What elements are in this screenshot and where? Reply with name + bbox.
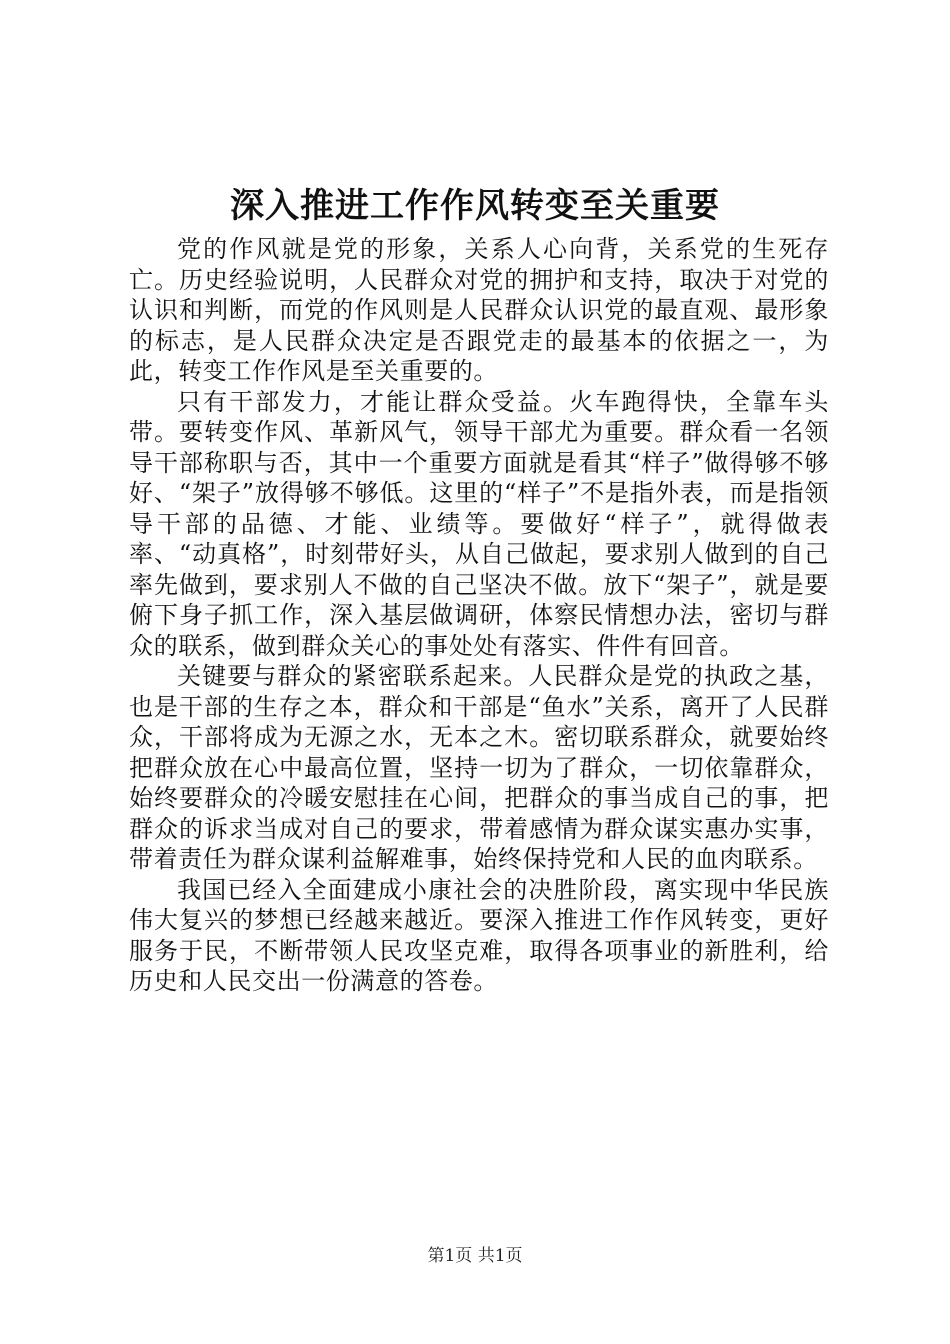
page-footer	[0, 1244, 950, 1268]
document-body	[129, 234, 829, 997]
paragraph: 我国已经入全面建成小康社会的决胜阶段，离实现中华民族伟大复兴的梦想已经越来越近。要深入推进工作作风转变，更好服务于民，不断带领人民攻坚克难，取得各项事业的新胜利，给历史和人民交出一份满意的答卷。	[129, 875, 829, 995]
document-title: 深入推进工作作风转变至关重要	[230, 186, 720, 226]
paragraph: 党的作风就是党的形象，关系人心向背，关系党的生死存亡。历史经验说明，人民群众对党的拥护和支持，取决于对党的认识和判断，而党的作风则是人民群众认识党的最直观、最形象的标志，是人民群众决定是否跟党走的最基本的依据之一，为此，转变工作作风是至关重要的。	[129, 235, 829, 385]
page-number: 第1页	[427, 1246, 473, 1266]
page-total: 共1页	[477, 1246, 523, 1266]
paragraph: 关键要与群众的紧密联系起来。人民群众是党的执政之基，也是干部的生存之本，群众和干部是“鱼水”关系，离开了人民群众，干部将成为无源之水，无本之木。密切联系群众，就要始终把群众放在心中最高位置，坚持一切为了群众，一切依靠群众，始终要群众的冷暖安慰挂在心间，把群众的事当成自己的事，把群众的诉求当成对自己的要求，带着感情为群众谋实惠办实事，带着责任为群众谋利益解难事，始终保持党和人民的血肉联系。	[129, 662, 829, 873]
paragraph: 只有干部发力，才能让群众受益。火车跑得快，全靠车头带。要转变作风、革新风气，领导干部尤为重要。群众看一名领导干部称职与否，其中一个重要方面就是看其“样子”做得够不够好、“架子”放得够不够低。这里的“样子”不是指外表，而是指领导干部的品德、才能、业绩等。要做好“样子”，就得做表率、“动真格”，时刻带好头，从自己做起，要求别人做到的自己率先做到，要求别人不做的自己坚决不做。放下“架子”，就是要俯下身子抓工作，深入基层做调研，体察民情想办法，密切与群众的联系，做到群众关心的事处处有落实、件件有回音。	[129, 387, 829, 660]
